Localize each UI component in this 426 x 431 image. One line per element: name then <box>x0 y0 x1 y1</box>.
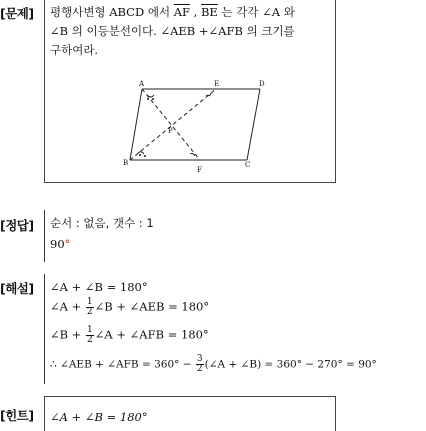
fraction-half-2-den: 2 <box>87 335 93 345</box>
fraction-three-halves-num: 3 <box>196 354 203 364</box>
solution-line-2-post: ∠B + ∠AEB = 180° <box>94 299 210 314</box>
fraction-half-1 <box>86 298 94 317</box>
solution-line-3-post: ∠A + ∠AFB = 180° <box>94 327 209 342</box>
fraction-three-halves <box>196 355 204 374</box>
hint-text: ∠A + ∠B = 180° <box>50 410 148 424</box>
segment-be: $\overline{BE}$ <box>200 5 218 19</box>
answer-meta: 순서 : 없음, 갯수 : 1 <box>50 216 154 230</box>
answer-value <box>50 237 70 251</box>
hint-label: [힌트] <box>0 408 34 423</box>
fraction-half-1-num: 1 <box>86 297 93 307</box>
solution-line-1: ∠A + ∠B = 180° <box>50 280 148 294</box>
fraction-half-1-den: 2 <box>86 307 93 317</box>
problem-label: [문제] <box>0 6 34 21</box>
label-p: P <box>168 127 173 135</box>
dot-b-1 <box>139 154 141 156</box>
solution-line-3-pre: ∠B + <box>50 327 82 342</box>
side-dc <box>247 89 260 160</box>
dot-a-1 <box>147 98 149 100</box>
fraction-half-2 <box>86 326 94 345</box>
solution-line-2-pre: ∠A + <box>50 299 82 314</box>
solution-line-3 <box>50 326 209 345</box>
answer-number: 90 <box>50 237 65 251</box>
dot-b-2 <box>144 155 146 157</box>
solution-line-4-pre: ∴ ∠AEB + ∠AFB = 360° − <box>50 358 192 371</box>
problem-line-2: ∠B 의 이등분선이다. ∠AEB +∠AFB 의 크기를 <box>50 24 295 38</box>
problem-line-3: 구하여라. <box>50 43 99 57</box>
problem-line-1-sep: , <box>190 5 201 19</box>
solution-line-2 <box>50 298 209 317</box>
segment-af: $\overline{AF}$ <box>173 5 191 19</box>
label-c: C <box>245 161 251 169</box>
dot-a-2 <box>152 98 154 100</box>
angle-e-mark <box>206 93 211 96</box>
label-a: A <box>139 80 145 88</box>
angle-b-mark <box>138 152 144 154</box>
angle-f-mark <box>190 153 195 156</box>
solution-label: [해설] <box>0 281 34 296</box>
line-be <box>130 89 216 160</box>
solution-divider <box>44 274 45 384</box>
solution-line-4 <box>50 355 377 374</box>
problem-line-1-a: 평행사변형 ABCD 에서 <box>50 5 174 19</box>
solution-line-4-post: (∠A + ∠B) = 360° − 270° = 90° <box>204 358 377 371</box>
label-d: D <box>259 80 265 88</box>
label-f: F <box>197 166 202 174</box>
problem-line-1-b: 는 각각 ∠A 와 <box>217 5 295 19</box>
fraction-three-halves-den: 2 <box>196 364 203 374</box>
answer-label: [정답] <box>0 218 34 233</box>
line-af <box>142 89 200 160</box>
answer-degree: ° <box>64 237 71 251</box>
label-b: B <box>123 159 129 167</box>
side-ab <box>130 89 142 160</box>
label-e: E <box>214 80 220 88</box>
fraction-half-2-num: 1 <box>87 325 93 335</box>
answer-divider <box>44 210 45 262</box>
